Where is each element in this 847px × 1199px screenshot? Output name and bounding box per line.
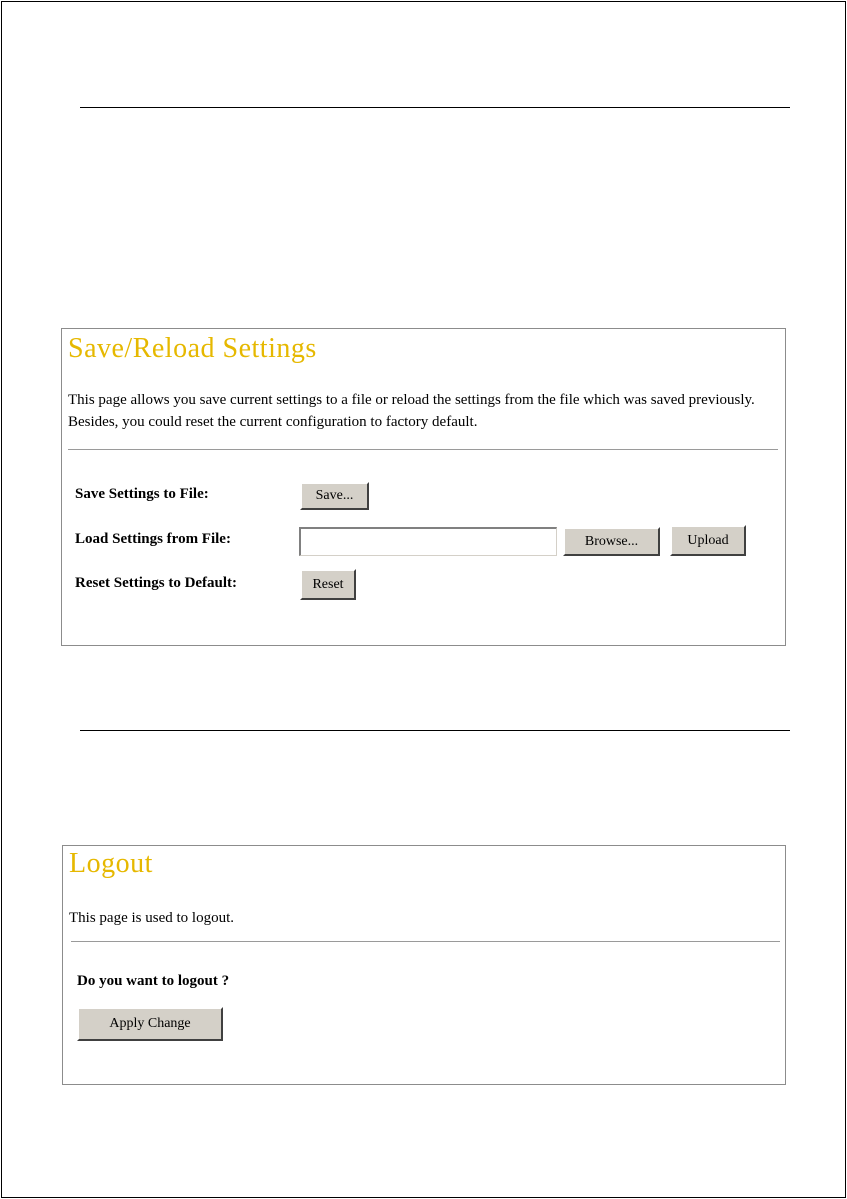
file-path-input[interactable]	[299, 527, 557, 556]
section-rule-middle	[80, 730, 790, 731]
logout-question: Do you want to logout ?	[77, 973, 230, 989]
panel-description: This page allows you save current settings to a file or reload the settings from the file which was saved previously. Besides, you could reset the current configuration to factory default.	[68, 392, 755, 430]
load-settings-label: Load Settings from File:	[75, 531, 231, 547]
section-rule-top	[80, 107, 790, 108]
logout-panel	[62, 845, 786, 1085]
save-button[interactable]: Save...	[300, 482, 369, 510]
reset-settings-label: Reset Settings to Default:	[75, 575, 238, 591]
reset-button[interactable]: Reset	[300, 569, 356, 600]
apply-change-button[interactable]: Apply Change	[77, 1007, 223, 1041]
panel-title: Logout	[69, 848, 153, 879]
save-settings-label: Save Settings to File:	[75, 486, 209, 502]
panel-title: Save/Reload Settings	[68, 333, 317, 364]
panel-divider	[71, 941, 780, 942]
save-reload-panel	[61, 328, 786, 646]
upload-button[interactable]: Upload	[670, 525, 746, 556]
panel-divider	[68, 449, 778, 450]
browse-button[interactable]: Browse...	[563, 527, 660, 556]
panel-description: This page is used to logout.	[69, 910, 234, 926]
